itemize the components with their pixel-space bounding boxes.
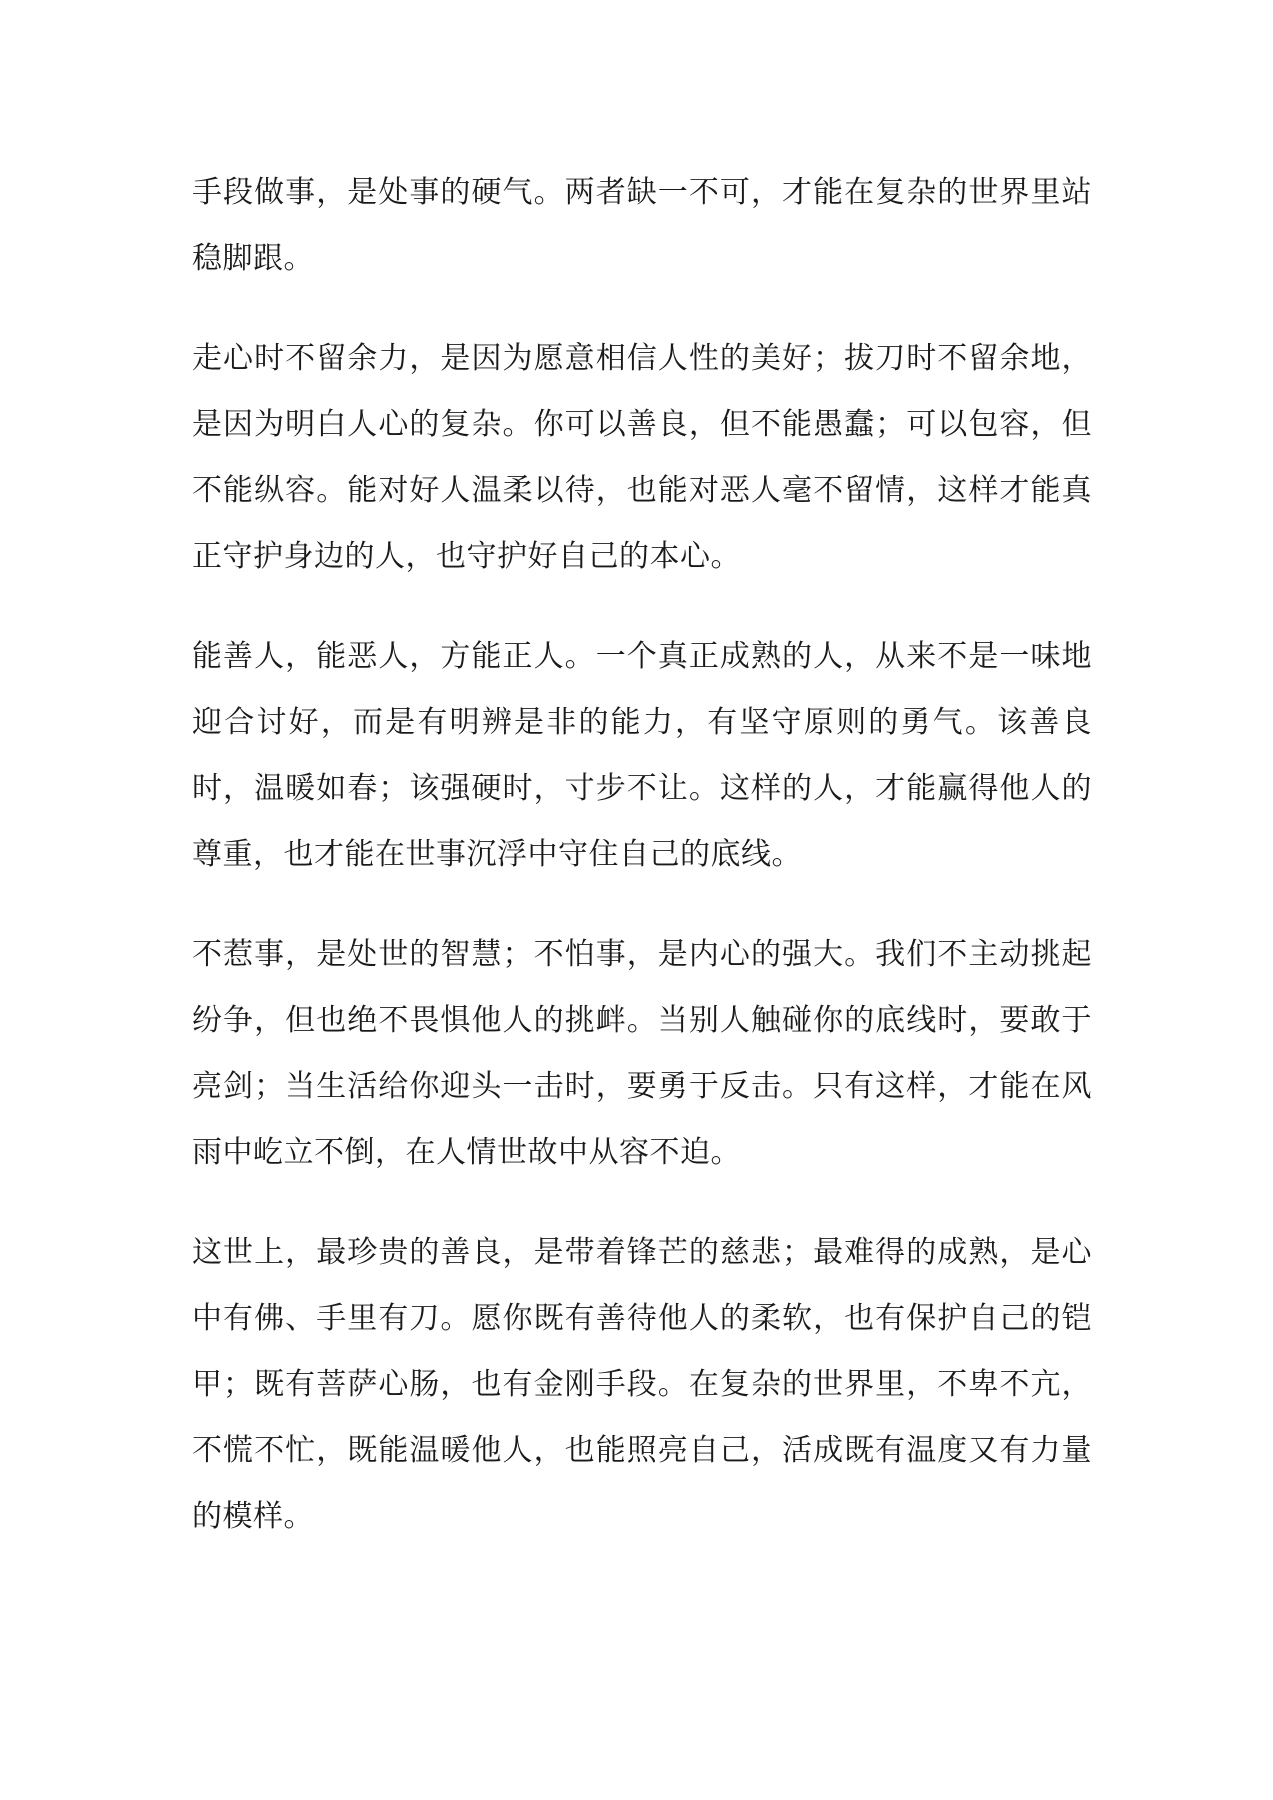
paragraph-1: 手段做事，是处事的硬气。两者缺一不可，才能在复杂的世界里站稳脚跟。 — [192, 175, 1092, 276]
paragraph-3: 能善人，能恶人，方能正人。一个真正成熟的人，从来不是一味地迎合讨好，而是有明辨是非的能力，有坚守原则的勇气。该善良时，温暖如春；该强硬时，寸步不让。这样的人，才能赢得他人的尊重，也才能在世事沉浮中守住自己的底线。 — [192, 639, 1092, 872]
article-body — [192, 160, 1092, 1584]
paragraph-2: 走心时不留余力，是因为愿意相信人性的美好；拔刀时不留余地，是因为明白人心的复杂。你可以善良，但不能愚蠢；可以包容，但不能纵容。能对好人温柔以待，也能对恶人毫不留情，这样才能真正守护身边的人，也守护好自己的本心。 — [192, 341, 1092, 574]
paragraph-5: 这世上，最珍贵的善良，是带着锋芒的慈悲；最难得的成熟，是心中有佛、手里有刀。愿你既有善待他人的柔软，也有保护自己的铠甲；既有菩萨心肠，也有金刚手段。在复杂的世界里，不卑不亢，不慌不忙，既能温暖他人，也能照亮自己，活成既有温度又有力量的模样。 — [192, 1235, 1092, 1534]
paragraph-4: 不惹事，是处世的智慧；不怕事，是内心的强大。我们不主动挑起纷争，但也绝不畏惧他人的挑衅。当别人触碰你的底线时，要敢于亮剑；当生活给你迎头一击时，要勇于反击。只有这样，才能在风雨中屹立不倒，在人情世故中从容不迫。 — [192, 937, 1092, 1170]
